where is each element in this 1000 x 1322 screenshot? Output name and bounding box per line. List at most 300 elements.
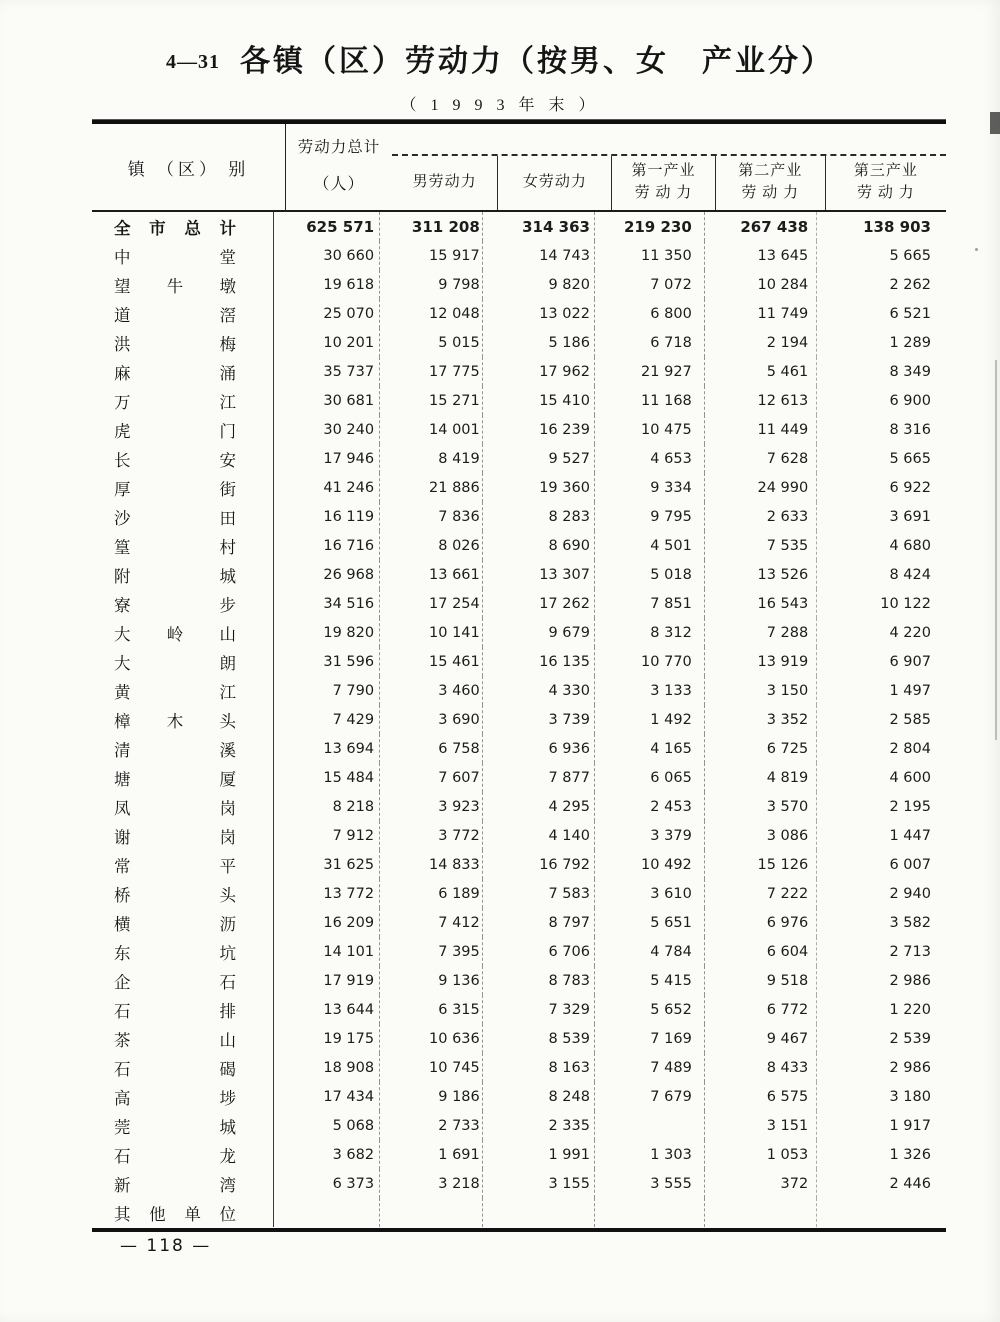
- value-cell: 8 797: [482, 908, 594, 937]
- value-cell: 18 908: [273, 1053, 379, 1082]
- value-cell: 8 248: [482, 1082, 594, 1111]
- town-name-char: 东: [114, 943, 131, 963]
- table-title: 各镇（区）劳动力（按男、女 产业分）: [240, 45, 834, 78]
- value-cell: 13 772: [273, 879, 379, 908]
- table-row: [92, 328, 946, 357]
- town-name-char: 大: [114, 624, 131, 644]
- value-cell: 1 497: [816, 676, 946, 705]
- town-name: [92, 937, 273, 966]
- value-cell: 21 886: [379, 473, 482, 502]
- value-cell: 3 133: [594, 676, 704, 705]
- table-row: [92, 908, 946, 937]
- value-cell: 138 903: [816, 212, 946, 241]
- value-cell: 17 262: [482, 589, 594, 618]
- town-name-char: 石: [114, 1059, 131, 1079]
- value-cell: 314 363: [482, 212, 594, 241]
- value-cell: 2 335: [482, 1111, 594, 1140]
- table-row: [92, 1082, 946, 1111]
- header-total-line1: 劳动力总计: [297, 139, 381, 156]
- header-female: [497, 156, 611, 210]
- town-name-char: 岗: [219, 798, 236, 818]
- table-row: [92, 299, 946, 328]
- table-row: [92, 966, 946, 995]
- value-cell: 15 271: [379, 386, 482, 415]
- town-name-char: 石: [114, 1146, 131, 1166]
- header-industry2-line2: 劳 动 力: [741, 185, 800, 201]
- header-industry3-line2: 劳 动 力: [857, 185, 915, 201]
- value-cell: 7 288: [704, 618, 816, 647]
- value-cell: 17 434: [273, 1082, 379, 1111]
- value-cell: 3 772: [379, 821, 482, 850]
- header-industry2: [715, 156, 825, 210]
- value-cell: 6 575: [704, 1082, 816, 1111]
- value-cell: 3 923: [379, 792, 482, 821]
- town-name: [92, 444, 273, 473]
- header-industry2-line1: 第二产业: [738, 163, 803, 180]
- town-name-char: 长: [114, 450, 131, 470]
- town-name-char: 城: [219, 566, 236, 586]
- value-cell: 6 907: [816, 647, 946, 676]
- value-cell: 16 792: [482, 850, 594, 879]
- town-name: [92, 212, 273, 241]
- value-cell: 10 475: [594, 415, 704, 444]
- value-cell: 9 334: [594, 473, 704, 502]
- value-cell: 10 141: [379, 618, 482, 647]
- value-cell: 8 433: [704, 1053, 816, 1082]
- table-row: [92, 676, 946, 705]
- value-cell: 8 419: [379, 444, 482, 473]
- table-row: [92, 763, 946, 792]
- value-cell: 13 526: [704, 560, 816, 589]
- value-cell: 219 230: [594, 212, 704, 241]
- town-name-char: 万: [114, 392, 131, 412]
- town-name-char: 他: [149, 1204, 166, 1224]
- table-row: [92, 850, 946, 879]
- table-bottom-rule: [92, 1228, 946, 1232]
- value-cell: 1 303: [594, 1140, 704, 1169]
- town-name-char: 石: [219, 972, 236, 992]
- value-cell: 16 239: [482, 415, 594, 444]
- town-name-char: 涌: [219, 363, 236, 383]
- value-cell: 4 600: [816, 763, 946, 792]
- value-cell: 8 316: [816, 415, 946, 444]
- value-cell: 7 679: [594, 1082, 704, 1111]
- value-cell: 6 706: [482, 937, 594, 966]
- value-cell: 24 990: [704, 473, 816, 502]
- value-cell: 5 018: [594, 560, 704, 589]
- value-cell: 1 691: [379, 1140, 482, 1169]
- town-name: [92, 299, 273, 328]
- header-subcolumns: [392, 156, 946, 210]
- town-name-char: 江: [219, 682, 236, 702]
- header-town: 镇 （区） 别: [127, 159, 250, 179]
- value-cell: [379, 1198, 482, 1227]
- value-cell: 6 189: [379, 879, 482, 908]
- value-cell: 17 946: [273, 444, 379, 473]
- town-name: [92, 966, 273, 995]
- town-name-char: 常: [114, 856, 131, 876]
- value-cell: 4 680: [816, 531, 946, 560]
- value-cell: 7 607: [379, 763, 482, 792]
- value-cell: 8 539: [482, 1024, 594, 1053]
- value-cell: 6 976: [704, 908, 816, 937]
- value-cell: 11 168: [594, 386, 704, 415]
- town-name: [92, 531, 273, 560]
- value-cell: 17 919: [273, 966, 379, 995]
- value-cell: 15 461: [379, 647, 482, 676]
- value-cell: 31 596: [273, 647, 379, 676]
- value-cell: 7 072: [594, 270, 704, 299]
- value-cell: 3 180: [816, 1082, 946, 1111]
- scan-artifact: [990, 112, 1000, 134]
- town-name-char: 单: [184, 1204, 201, 1224]
- value-cell: 16 209: [273, 908, 379, 937]
- value-cell: 11 749: [704, 299, 816, 328]
- value-cell: 16 135: [482, 647, 594, 676]
- town-name: [92, 821, 273, 850]
- value-cell: 2 633: [704, 502, 816, 531]
- value-cell: 6 373: [273, 1169, 379, 1198]
- table-row: [92, 415, 946, 444]
- value-cell: 7 836: [379, 502, 482, 531]
- value-cell: 10 770: [594, 647, 704, 676]
- scan-artifact: [995, 360, 997, 740]
- value-cell: 9 186: [379, 1082, 482, 1111]
- value-cell: 3 690: [379, 705, 482, 734]
- town-name-char: 平: [219, 856, 236, 876]
- town-name: [92, 386, 273, 415]
- value-cell: 3 086: [704, 821, 816, 850]
- value-cell: 9 795: [594, 502, 704, 531]
- value-cell: 2 986: [816, 966, 946, 995]
- value-cell: 6 936: [482, 734, 594, 763]
- value-cell: 2 940: [816, 879, 946, 908]
- town-name-char: 篁: [114, 537, 131, 557]
- value-cell: 25 070: [273, 299, 379, 328]
- value-cell: 3 691: [816, 502, 946, 531]
- value-cell: 12 613: [704, 386, 816, 415]
- value-cell: 2 804: [816, 734, 946, 763]
- town-name: [92, 1111, 273, 1140]
- value-cell: 5 015: [379, 328, 482, 357]
- table-row: [92, 270, 946, 299]
- value-cell: 13 022: [482, 299, 594, 328]
- value-cell: 10 122: [816, 589, 946, 618]
- table-row: [92, 1198, 946, 1227]
- town-name: [92, 270, 273, 299]
- value-cell: 35 737: [273, 357, 379, 386]
- town-name: [92, 908, 273, 937]
- value-cell: [273, 1198, 379, 1227]
- value-cell: 2 585: [816, 705, 946, 734]
- town-name-char: 凤: [114, 798, 131, 818]
- value-cell: 9 798: [379, 270, 482, 299]
- value-cell: 10 492: [594, 850, 704, 879]
- town-name-char: 谢: [114, 827, 131, 847]
- value-cell: 7 169: [594, 1024, 704, 1053]
- town-name: [92, 1024, 273, 1053]
- value-cell: 4 819: [704, 763, 816, 792]
- town-name: [92, 1140, 273, 1169]
- value-cell: 6 604: [704, 937, 816, 966]
- town-name: [92, 473, 273, 502]
- value-cell: 16 716: [273, 531, 379, 560]
- value-cell: 3 570: [704, 792, 816, 821]
- value-cell: 4 220: [816, 618, 946, 647]
- value-cell: 10 636: [379, 1024, 482, 1053]
- town-name: [92, 328, 273, 357]
- header-female-label: 女劳动力: [522, 174, 587, 191]
- table-row: [92, 705, 946, 734]
- table-row: [92, 618, 946, 647]
- value-cell: 15 126: [704, 850, 816, 879]
- value-cell: 1 326: [816, 1140, 946, 1169]
- town-name-char: 厚: [114, 479, 131, 499]
- value-cell: 267 438: [704, 212, 816, 241]
- value-cell: 8 312: [594, 618, 704, 647]
- table-row: [92, 531, 946, 560]
- value-cell: 4 501: [594, 531, 704, 560]
- town-name-char: 沙: [114, 508, 131, 528]
- value-cell: 15 917: [379, 241, 482, 270]
- header-male-label: 男劳动力: [412, 174, 477, 191]
- town-name: [92, 618, 273, 647]
- town-name: [92, 1082, 273, 1111]
- town-name-char: 全: [114, 218, 131, 238]
- value-cell: 13 919: [704, 647, 816, 676]
- town-name-char: 牛: [166, 276, 184, 296]
- town-name: [92, 1169, 273, 1198]
- town-name-char: 横: [114, 914, 131, 934]
- value-cell: 14 833: [379, 850, 482, 879]
- town-name-char: 木: [166, 711, 184, 731]
- value-cell: 7 912: [273, 821, 379, 850]
- table-row: [92, 386, 946, 415]
- value-cell: 6 758: [379, 734, 482, 763]
- table-header: [92, 124, 946, 212]
- table-row: [92, 647, 946, 676]
- value-cell: 4 140: [482, 821, 594, 850]
- value-cell: 4 165: [594, 734, 704, 763]
- town-name: [92, 560, 273, 589]
- value-cell: 3 682: [273, 1140, 379, 1169]
- value-cell: 7 222: [704, 879, 816, 908]
- town-name: [92, 995, 273, 1024]
- town-name: [92, 792, 273, 821]
- value-cell: 1 289: [816, 328, 946, 357]
- value-cell: [816, 1198, 946, 1227]
- value-cell: 372: [704, 1169, 816, 1198]
- value-cell: 30 240: [273, 415, 379, 444]
- value-cell: 1 220: [816, 995, 946, 1024]
- header-industry1-line2: 劳 动 力: [634, 185, 693, 201]
- value-cell: 15 484: [273, 763, 379, 792]
- value-cell: 10 745: [379, 1053, 482, 1082]
- town-name: [92, 676, 273, 705]
- value-cell: 2 539: [816, 1024, 946, 1053]
- value-cell: 7 583: [482, 879, 594, 908]
- value-cell: 8 424: [816, 560, 946, 589]
- table-row: [92, 1140, 946, 1169]
- town-name: [92, 705, 273, 734]
- table-row: [92, 879, 946, 908]
- town-name-char: 头: [219, 885, 236, 905]
- town-name-char: 坑: [219, 943, 236, 963]
- town-name-char: 中: [114, 247, 131, 267]
- value-cell: 6 800: [594, 299, 704, 328]
- town-name-char: 排: [219, 1001, 236, 1021]
- town-name-char: 墩: [219, 276, 236, 296]
- value-cell: 14 101: [273, 937, 379, 966]
- value-cell: 13 307: [482, 560, 594, 589]
- town-name: [92, 415, 273, 444]
- page-number: — 118 —: [120, 1236, 212, 1256]
- town-name: [92, 1053, 273, 1082]
- value-cell: 7 535: [704, 531, 816, 560]
- town-name-char: 莞: [114, 1117, 131, 1137]
- value-cell: 13 644: [273, 995, 379, 1024]
- town-name-char: 厦: [219, 769, 236, 789]
- town-name-char: 溪: [219, 740, 236, 760]
- scan-artifact: [975, 248, 978, 251]
- value-cell: 8 349: [816, 357, 946, 386]
- value-cell: 311 208: [379, 212, 482, 241]
- town-name-char: 岭: [166, 624, 184, 644]
- value-cell: 3 155: [482, 1169, 594, 1198]
- value-cell: 19 618: [273, 270, 379, 299]
- value-cell: 14 001: [379, 415, 482, 444]
- town-name-char: 田: [219, 508, 236, 528]
- value-cell: 9 518: [704, 966, 816, 995]
- value-cell: 3 379: [594, 821, 704, 850]
- value-cell: 8 783: [482, 966, 594, 995]
- town-name-char: 龙: [219, 1146, 236, 1166]
- value-cell: 19 360: [482, 473, 594, 502]
- value-cell: 9 136: [379, 966, 482, 995]
- table-row: [92, 995, 946, 1024]
- table-row: [92, 1024, 946, 1053]
- town-name-char: 步: [219, 595, 236, 615]
- value-cell: 11 350: [594, 241, 704, 270]
- value-cell: 8 218: [273, 792, 379, 821]
- value-cell: 5 665: [816, 444, 946, 473]
- value-cell: 14 743: [482, 241, 594, 270]
- value-cell: 17 962: [482, 357, 594, 386]
- table-index: 4—31: [166, 51, 220, 73]
- table-row: [92, 502, 946, 531]
- value-cell: [594, 1198, 704, 1227]
- town-name-char: 附: [114, 566, 131, 586]
- value-cell: 2 713: [816, 937, 946, 966]
- value-cell: 9 467: [704, 1024, 816, 1053]
- table-row: [92, 589, 946, 618]
- town-name-char: 位: [219, 1204, 236, 1224]
- town-name: [92, 1198, 273, 1227]
- value-cell: 5 461: [704, 357, 816, 386]
- town-name-char: 堂: [219, 247, 236, 267]
- value-cell: 3 352: [704, 705, 816, 734]
- value-cell: 6 922: [816, 473, 946, 502]
- town-name-char: 道: [114, 305, 131, 325]
- table-row: [92, 473, 946, 502]
- header-industry1-line1: 第一产业: [631, 163, 696, 180]
- table-row: [92, 821, 946, 850]
- value-cell: 16 119: [273, 502, 379, 531]
- header-total-line2: （人）: [313, 176, 365, 193]
- town-name-char: 朗: [219, 653, 236, 673]
- value-cell: 7 851: [594, 589, 704, 618]
- table-row: [92, 1111, 946, 1140]
- town-name-char: 城: [219, 1117, 236, 1137]
- value-cell: 5 665: [816, 241, 946, 270]
- value-cell: 2 262: [816, 270, 946, 299]
- statistics-table: [92, 118, 946, 1232]
- value-cell: 4 784: [594, 937, 704, 966]
- value-cell: 4 330: [482, 676, 594, 705]
- town-name-char: 其: [114, 1204, 131, 1224]
- table-body: [92, 212, 946, 1227]
- town-name: [92, 850, 273, 879]
- town-name-char: 清: [114, 740, 131, 760]
- header-industry3: [825, 156, 946, 210]
- value-cell: 2 986: [816, 1053, 946, 1082]
- value-cell: 11 449: [704, 415, 816, 444]
- town-name: [92, 647, 273, 676]
- value-cell: 19 175: [273, 1024, 379, 1053]
- page-subtitle: （ 1 9 9 3 年 末 ）: [400, 97, 600, 114]
- town-name-char: 新: [114, 1175, 131, 1195]
- table-row: [92, 734, 946, 763]
- table-row: [92, 1169, 946, 1198]
- table-row: [92, 1053, 946, 1082]
- town-name: [92, 357, 273, 386]
- value-cell: 625 571: [273, 212, 379, 241]
- value-cell: 8 163: [482, 1053, 594, 1082]
- value-cell: [482, 1198, 594, 1227]
- town-name: [92, 589, 273, 618]
- town-name-char: 埗: [219, 1088, 236, 1108]
- page-title: [0, 36, 1000, 80]
- value-cell: 19 820: [273, 618, 379, 647]
- town-name-char: 樟: [114, 711, 131, 731]
- value-cell: 8 026: [379, 531, 482, 560]
- header-total: [286, 124, 392, 210]
- value-cell: 13 694: [273, 734, 379, 763]
- town-name-char: 寮: [114, 595, 131, 615]
- value-cell: 5 652: [594, 995, 704, 1024]
- town-name-char: 碣: [219, 1059, 236, 1079]
- value-cell: 3 739: [482, 705, 594, 734]
- value-cell: 7 395: [379, 937, 482, 966]
- town-name-char: 沥: [219, 914, 236, 934]
- value-cell: 3 610: [594, 879, 704, 908]
- value-cell: 26 968: [273, 560, 379, 589]
- table-row: [92, 241, 946, 270]
- value-cell: 6 065: [594, 763, 704, 792]
- town-name-char: 麻: [114, 363, 131, 383]
- value-cell: 4 653: [594, 444, 704, 473]
- value-cell: 7 329: [482, 995, 594, 1024]
- value-cell: 9 679: [482, 618, 594, 647]
- value-cell: 2 733: [379, 1111, 482, 1140]
- value-cell: 16 543: [704, 589, 816, 618]
- value-cell: 10 284: [704, 270, 816, 299]
- value-cell: 7 790: [273, 676, 379, 705]
- table-row: [92, 560, 946, 589]
- value-cell: 1 917: [816, 1111, 946, 1140]
- value-cell: 34 516: [273, 589, 379, 618]
- town-name-char: 门: [219, 421, 236, 441]
